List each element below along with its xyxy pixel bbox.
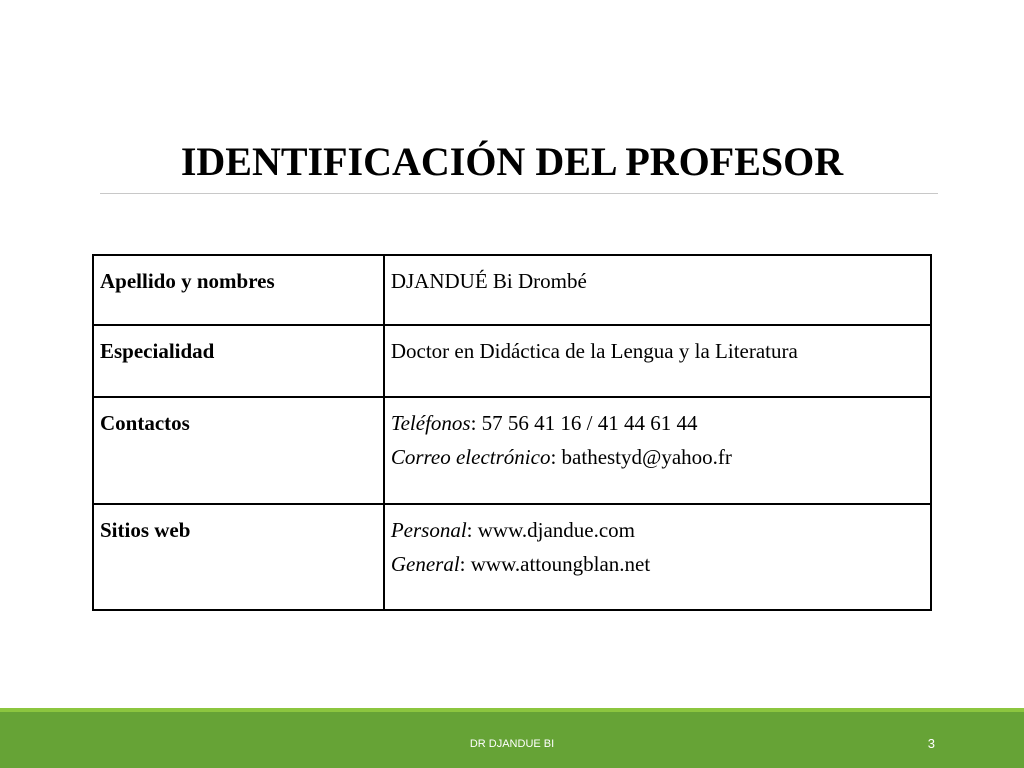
- table-row-specialty: [93, 325, 931, 397]
- row-value-websites: [384, 504, 931, 610]
- personal-key: Personal: [390, 518, 467, 542]
- footer-author: DR DJANDUE BI: [469, 738, 555, 750]
- professor-info-table: [92, 254, 932, 611]
- row-value-specialty: Doctor en Didáctica de la Lengua y la Literatura: [384, 325, 931, 397]
- row-value-contacts: [384, 397, 931, 504]
- row-label-name: Apellido y nombres: [93, 255, 384, 325]
- email-value: : bathestyd@yahoo.fr: [550, 445, 732, 469]
- row-value-name: DJANDUÉ Bi Drombé: [384, 255, 931, 325]
- row-label-specialty: Especialidad: [93, 325, 384, 397]
- phone-line: [391, 406, 924, 440]
- email-line: [391, 440, 924, 474]
- phone-value: : 57 56 41 16 / 41 44 61 44: [470, 411, 698, 435]
- phone-key: Teléfonos: [390, 411, 471, 435]
- table-row-websites: [93, 504, 931, 610]
- personal-site-line: [391, 513, 924, 547]
- table-row-name: [93, 255, 931, 325]
- general-key: General: [390, 552, 460, 576]
- email-key: Correo electrónico: [390, 445, 551, 469]
- slide-title: IDENTIFICACIÓN DEL PROFESOR: [180, 139, 844, 184]
- table-row-contacts: [93, 397, 931, 504]
- personal-value: : www.djandue.com: [466, 518, 636, 542]
- row-label-contacts: Contactos: [93, 397, 384, 504]
- general-site-line: [391, 547, 924, 581]
- title-divider: [100, 193, 938, 194]
- general-value: : www.attoungblan.net: [459, 552, 651, 576]
- row-label-websites: Sitios web: [93, 504, 384, 610]
- page-number: 3: [927, 736, 935, 751]
